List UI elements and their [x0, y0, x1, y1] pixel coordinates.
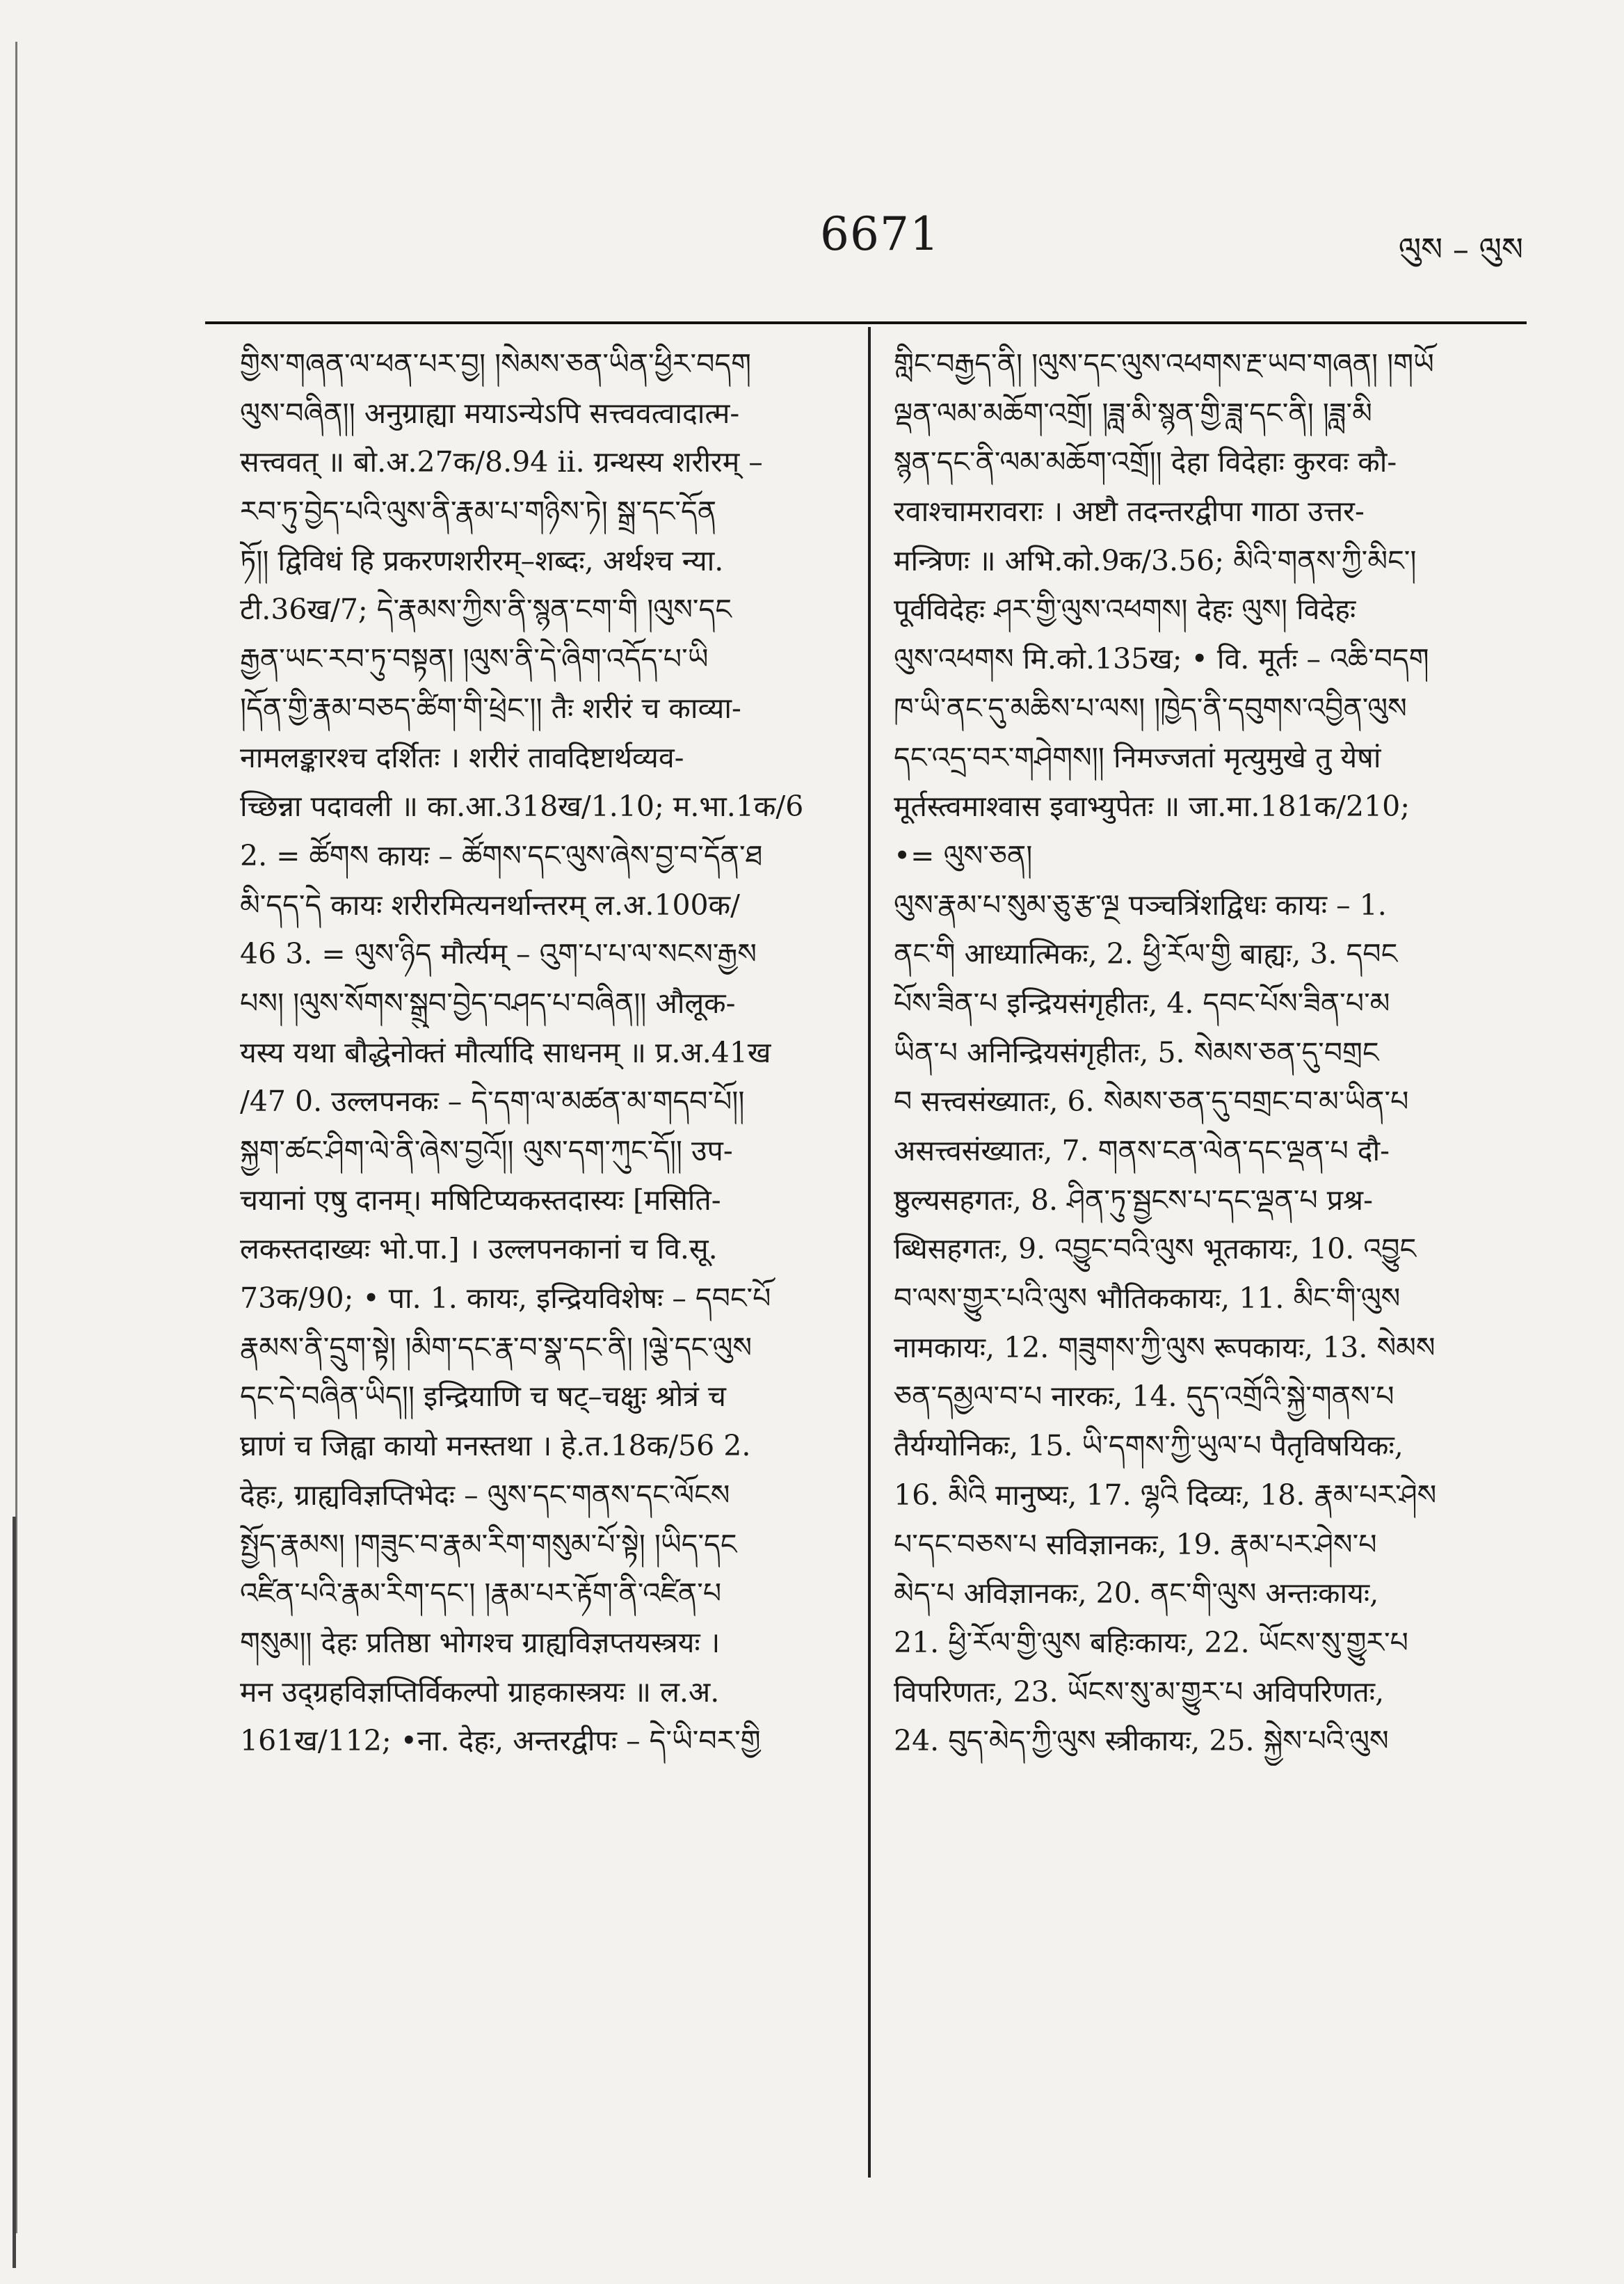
text-line: པ་དང་བཅས་པ सविज्ञानकः, 19. རྣམ་པར་ཤེས་པ [894, 1527, 1377, 1561]
text-line: ཁ་ཡི་ནང་དུ་མཆིས་པ་ལས། །ཁྱེད་ནི་དབུགས་འབྱིན་ལུས [894, 691, 1407, 725]
text-line: पूर्वविदेहः ཤར་གྱི་ལུས་འཕགས། देहः ལུས། विदेहः [894, 593, 1356, 627]
text-line: मूर्तस्त्वमाश्वास इवाभ्युपेतः ॥ जा.मा.181क/210; [894, 790, 1410, 824]
text-line: देहः, ग्राह्यविज्ञप्तिभेदः – ལུས་དང་གནས་དང་ལོངས [240, 1478, 730, 1512]
text-line: 16. མིའི मानुष्यः, 17. ལྷའི दिव्यः, 18. རྣམ་པར་ཤེས [894, 1478, 1437, 1512]
text-line: टी.36ख/7; དེ་རྣམས་ཀྱིས་ནི་སྙན་ངག་གི །ལུས་དང [240, 593, 732, 627]
text-line: 73क/90; • पा. 1. कायः, इन्द्रियविशेषः – དབང་པོ [240, 1281, 771, 1316]
text-line: རབ་ཏུ་བྱེད་པའི་ལུས་ནི་རྣམ་པ་གཉིས་ཏེ། སྒྲ་དང་དོན [240, 495, 717, 529]
text-line: བ सत्त्वसंख्यातः, 6. སེམས་ཅན་དུ་བགྲང་བ་མ་ཡིན་པ [894, 1085, 1409, 1119]
text-line: པས། །ལུས་སོགས་སྒྲུབ་བྱེད་བཤད་པ་བཞིན།། औलूक- [240, 986, 736, 1020]
text-line: ནང་གི आध्यात्मिकः, 2. ཕྱི་རོལ་གྱི बाह्यः, 3. དབང [894, 937, 1398, 971]
text-line: 161ख/112; •ना. देहः, अन्तरद्वीपः – དེ་ཡི་བར་གྱི [240, 1724, 761, 1758]
page-number: 6671 [820, 207, 940, 261]
text-line: ལུས་རྣམ་པ་སུམ་ཅུ་རྩ་ལྔ पञ्चत्रिंशद्विधः कायः – 1. [894, 888, 1387, 922]
text-line: ब्धिसहगतः, 9. འབྱུང་བའི་ལུས भूतकायः, 10. འབྱུང [894, 1232, 1417, 1266]
text-line: नामकायः, 12. གཟུགས་ཀྱི་ལུས रूपकायः, 13. སེམས [894, 1330, 1436, 1364]
text-line: नामलङ्कारश्च दर्शितः । शरीरं तावदिष्टार्थव्यव- [240, 740, 684, 774]
text-line: मन उद्ग्रहविज्ञप्तिर्विकल्पो ग्राहकास्त्रयः ॥ ल.अ. [240, 1675, 720, 1709]
text-line: མི་དད་དེ कायः शरीरमित्यनर्थान्तरम् ल.अ.100क/ [240, 888, 740, 922]
text-line: यस्य यथा बौद्धेनोक्तं मौर्त्यादि साधनम् ॥ प्र.अ.41ख [240, 1035, 771, 1069]
left-column [240, 340, 845, 1766]
text-line: तैर्यग्योनिकः, 15. ཡི་དགས་ཀྱི་ཡུལ་པ पैतृविषयिकः, [894, 1429, 1404, 1463]
text-line: མེད་པ अविज्ञानकः, 20. ནང་གི་ལུས अन्तःकायः, [894, 1576, 1379, 1611]
text-line: च्छिन्ना पदावली ॥ का.आ.318ख/1.10; म.भा.1क/6 [240, 790, 804, 824]
text-line: •= ལུས་ཅན། [894, 838, 1033, 872]
text-line: སྤྱོད་རྣམས། །གཟུང་བ་རྣམ་རིག་གསུམ་པོ་སྟེ། །ཡིད་དང [240, 1527, 737, 1561]
text-line: असत्त्वसंख्यातः, 7. གནས་ངན་ལེན་དང་ལྡན་པ दौ- [894, 1134, 1390, 1167]
text-line: रवाश्चामरावराः । अष्टौ तदन्तरद्वीपा गाठा उत्तर- [894, 495, 1365, 529]
text-line: 21. ཕྱི་རོལ་གྱི་ལུས बहिःकायः, 22. ཡོངས་སུ་གྱུར་པ [894, 1625, 1408, 1659]
text-line: ཡིན་པ अनिन्द्रियसंगृहीतः, 5. སེམས་ཅན་དུ་བགྲང [894, 1035, 1379, 1069]
text-line: བ་ལས་གྱུར་པའི་ལུས भौतिककायः, 11. མིང་གི་ལུས [894, 1281, 1401, 1316]
right-column [894, 340, 1534, 1766]
text-line: लकस्तदाख्यः भो.पा.] । उल्लपनकानां च वि.सू. [240, 1232, 718, 1266]
text-line: རྒྱན་ཡང་རབ་ཏུ་བསྟན། །ལུས་ནི་དེ་ཞིག་འདོད་པ་ཡི [240, 642, 709, 676]
text-line: ལྡན་ལམ་མཆོག་འགྲོ། །ཟླ་མི་སྙན་གྱི་ཟླ་དང་ནི། །ཟླ་མི [894, 396, 1372, 430]
text-line: འཛིན་པའི་རྣམ་རིག་དང་། །རྣམ་པར་རྟོག་ནི་འཛིན་པ [240, 1576, 722, 1611]
header-rule [205, 321, 1527, 324]
text-line: ཏོ།། द्विविधं हि प्रकरणशरीरम्–शब्दः, अर्थश्च न्या. [240, 543, 724, 577]
text-line: 24. བུད་མེད་ཀྱི་ལུས स्त्रीकायः, 25. སྐྱེས་པའི་ལུས [894, 1724, 1389, 1758]
text-line: ལུས་བཞིན།། अनुग्राह्या मयाऽन्येऽपि सत्त्ववत्वादात्म- [240, 396, 740, 430]
text-line: घ्राणं च जिह्वा कायो मनस्तथा । हे.त.18क/56 2. [240, 1429, 751, 1463]
text-line: ལུས་འཕགས मि.को.135ख; • वि. मूर्तः – འཆི་བདག [894, 642, 1429, 676]
text-line: དང་དེ་བཞིན་ཡིད།། इन्द्रियाणि च षट्–चक्षुः श्रोत्रं च [240, 1380, 726, 1414]
running-head: ལུས – ལུས [1398, 230, 1523, 268]
text-line: /47 0. उल्लपनकः – དེ་དག་ལ་མཚན་མ་གདབ་པོ།། [240, 1085, 745, 1119]
text-line: རྣམས་ནི་དྲུག་སྟེ། །མིག་དང་རྣ་བ་སྣ་དང་ནི། །ལྕེ་དང་ལུས [240, 1330, 753, 1364]
text-line: སྙན་དང་ནི་ལམ་མཆོག་འགྲོ།། देहा विदेहाः कुरवः कौ- [894, 445, 1397, 479]
text-line: གྱིས་གཞན་ལ་ཕན་པར་བྱ། །སེམས་ཅན་ཡིན་ཕྱིར་བདག [240, 347, 751, 381]
text-line: विपरिणतः, 23. ཡོངས་སུ་མ་གྱུར་པ अविपरिणतः, [894, 1675, 1385, 1709]
text-line: སྐྱག་ཚང་ཤིག་ལེ་ནི་ཞེས་བྱའོ།། ལུས་དག་ཀུང་དོ།། उप- [240, 1134, 733, 1167]
text-line: ཅན་དམྱལ་བ་པ नारकः, 14. དུད་འགྲོའི་སྐྱེ་གནས་པ [894, 1380, 1394, 1414]
text-line: དང་འདྲ་བར་གཤེགས།། निमज्जतां मृत्युमुखे तु येषां [894, 740, 1381, 774]
text-line: सत्त्ववत् ॥ बो.अ.27क/8.94 ii. ग्रन्थस्य शरीरम् – [240, 445, 763, 479]
text-line: ष्ठुल्यसहगतः, 8. ཤིན་ཏུ་སྦྱངས་པ་དང་ལྡན་པ प्रश्र- [894, 1183, 1373, 1217]
scan-margin-line [13, 1517, 16, 2268]
text-line: 46 3. = ལུས་ཉིད मौर्त्यम् – འུག་པ་པ་ལ་སངས་རྒྱས [240, 937, 757, 971]
text-line: པོས་ཟིན་པ इन्द्रियसंगृहीतः, 4. དབང་པོས་ཟིན་པ་མ [894, 986, 1390, 1020]
text-line: मन्त्रिणः ॥ अभि.को.9क/3.56; མིའི་གནས་ཀྱི་མིང་། [894, 543, 1417, 577]
text-line: གླིང་བརྒྱད་ནི། །ལུས་དང་ལུས་འཕགས་རྔ་ཡབ་གཞན། །གཡོ [894, 347, 1434, 381]
text-line: གསུམ།། देहः प्रतिष्ठा भोगश्च ग्राह्यविज्ञप्तयस्त्रयः । [240, 1625, 721, 1659]
column-divider [868, 327, 871, 2178]
text-line: །དོན་གྱི་རྣམ་བཅད་ཚིག་གི་ཕྲེང་།། तैः शरीरं च काव्या- [240, 691, 741, 725]
text-line: 2. = ཚོགས कायः – ཚོགས་དང་ལུས་ཞེས་བྱ་བ་དོན་ཐ [240, 838, 763, 872]
text-line: चयानां एषु दानम्। मषिटिप्यकस्तदास्यः [मसिति- [240, 1183, 721, 1217]
